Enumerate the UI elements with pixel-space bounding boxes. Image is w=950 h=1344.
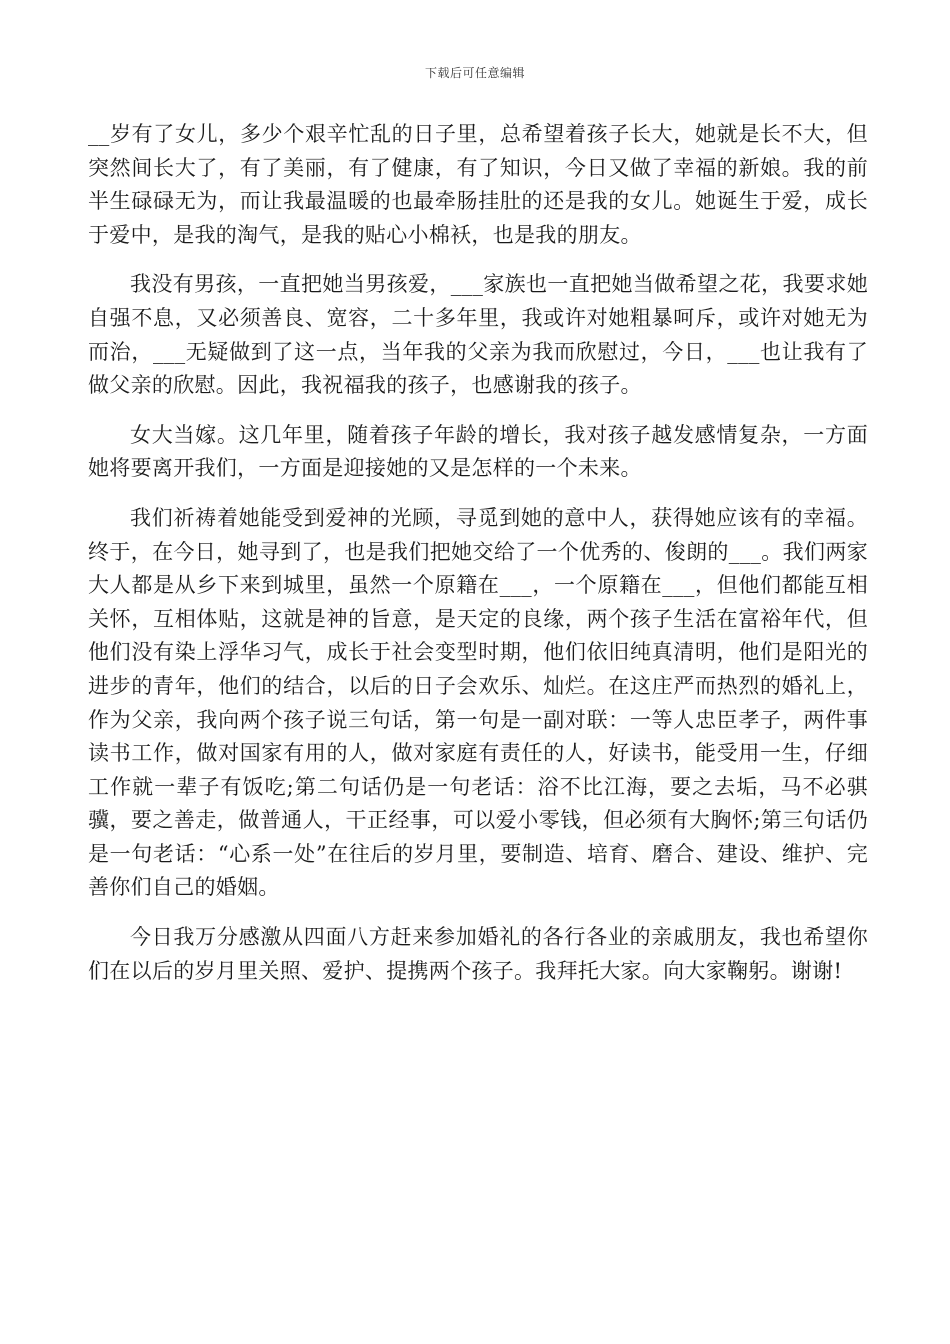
paragraph-2: 我没有男孩，一直把她当男孩爱，___家族也一直把她当做希望之花，我要求她自强不息，又必须善良、宽容，二十多年里，我或许对她粗暴呵斥，或许对她无为而治，___无疑做到了这一点，当年我的父亲为我而欣慰过，今日，___也让我有了做父亲的欣慰。因此，我祝福我的孩子，也感谢我的孩子。 <box>88 272 868 398</box>
page-header: 下载后可任意编辑 <box>424 66 525 80</box>
paragraph-5: 今日我万分感激从四面八方赶来参加婚礼的各行各业的亲戚朋友，我也希望你们在以后的岁月里关照、爱护、提携两个孩子。我拜托大家。向大家鞠躬。谢谢! <box>88 925 868 983</box>
paragraph-4: 我们祈祷着她能受到爱神的光顾，寻觅到她的意中人，获得她应该有的幸福。终于，在今日，她寻到了，也是我们把她交给了一个优秀的、俊朗的___。我们两家大人都是从乡下来到城里，虽然一个原籍在___，一个原籍在___，但他们都能互相关怀，互相体贴，这就是神的旨意，是天定的良缘，两个孩子生活在富裕年代，但他们没有染上浮华习气，成长于社会变型时期，他们依旧纯真清明，他们是阳光的进步的青年，他们的结合，以后的日子会欢乐、灿烂。在这庄严而热烈的婚礼上，作为父亲，我向两个孩子说三句话，第一句是一副对联：一等人忠臣孝子，两件事读书工作，做对国家有用的人，做对家庭有责任的人，好读书，能受用一生，仔细工作就一辈子有饭吃;第二句话仍是一句老话：浴不比江海，要之去垢，马不必骐骥，要之善走，做普通人，干正经事，可以爱小零钱，但必须有大胸怀;第三句话仍是一句老话：“心系一处”在往后的岁月里，要制造、培育、磨合、建设、维护、完善你们自己的婚姻。 <box>88 505 868 900</box>
paragraph-3: 女大当嫁。这几年里，随着孩子年龄的增长，我对孩子越发感情复杂，一方面她将要离开我们，一方面是迎接她的又是怎样的一个未来。 <box>88 422 868 481</box>
paragraph-1: __岁有了女儿，多少个艰辛忙乱的日子里，总希望着孩子长大，她就是长不大，但突然间长大了，有了美丽，有了健康，有了知识，今日又做了幸福的新娘。我的前半生碌碌无为，而让我最温暖的也最牵肠挂肚的还是我的女儿。她诞生于爱，成长于爱中，是我的淘气，是我的贴心小棉袄，也是我的朋友。 <box>88 122 868 247</box>
document-body <box>88 118 868 1004</box>
